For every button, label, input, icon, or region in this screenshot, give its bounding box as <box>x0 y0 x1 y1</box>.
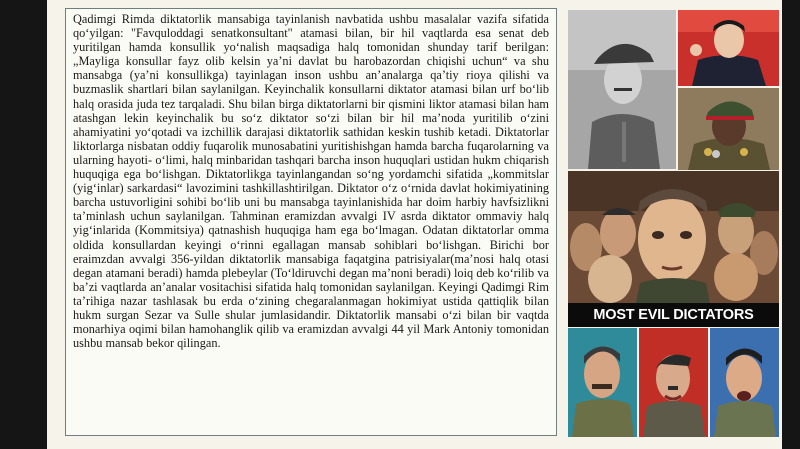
right-dark-bar <box>782 0 800 449</box>
portrait-photo-1 <box>568 10 676 169</box>
group-illustration <box>568 171 779 303</box>
left-dark-bar <box>0 0 47 449</box>
bottom-portrait-1 <box>568 328 637 437</box>
portrait-photo-2 <box>678 10 779 86</box>
bottom-portrait-3 <box>710 328 779 437</box>
portrait-photo-3 <box>678 88 779 170</box>
text-box <box>65 8 557 436</box>
bottom-portrait-2 <box>639 328 708 437</box>
banner-title: MOST EVIL DICTATORS <box>593 307 754 323</box>
body-paragraph: Qadimgi Rimda diktatorlik mansabiga tayinlanish navbatida ushbu masalalar vazifa sifatida qo‘yilgan: "Favquloddagi senatkonsultant" atamasi bilan, bir hil vaqtlarda esa senat deb yuritilgan hamda konsullik yo‘nalish maqsadiga halq tomonidan shunday tarif berilgan: „Mayliga konsullar fayz olib kelsin ya’ni davlat bu harobazordan chiqishi uchun“ va shu mansabga (ya’ni konsullikga) tayinlagan inson ushbu an’analarga qa’tiy rioya qilishi va buzmaslik shartlari bilan saylanilgan. Keyinchalik konsullarni diktator atamasi bilan urf bo‘lib halq orasida juda tez tarqaladi. Shu bilan birga diktatorlarni bir qismini liktor atamasi bilan ham atashgan lekin keyinchalik bu so‘z diktator so‘zi bilan bir hil ma’noda yuritilib o‘zini ahamiyatini yo‘qotadi va izchillik darajasi diktatorlik sathidan keskin tushib ketadi. Diktatorlar liktorlarga nisbatan oddiy fuqarolik munosabatini yuritishishgan hamda barcha fuqarolarning va ularning hayoti- o‘limi, halq minbaridan tashqari barcha inson huquqlari ustidan hukm chiqarish huquqiga ega bo‘lishgan. Diktatorlikga tayinlangandan so‘ng yordamchi sifatida „kommitslar (yig‘inlar) sarkardasi“ lavozimini tashkillashtirilgan. Diktator o‘z o‘rnida davlat hokimiyatining barcha ustuvorligini sohibi bo‘lib uni bu mansabga tayinlanishida har doim harbiy havfsizlikni ta’minlash uchun saylanilgan. Tahminan eramizdan avvalgi IV asrda diktator ommaviy halq yig‘inlarida (Kommitsiya) qatnashish huquqiga ham ega bo‘lmagan. Odatan diktatorlar omma oldida konsullardan keyingi o‘rinni egallagan mansab sohiblari bo‘lishgan. Birichi bor eraimzdan avvalgi 356-yildan diktatorlik mansabiga faqatgina patrisiyalar(ma’nosi halq otasi degan atamani beradi) hamda plebeylar (To‘ldiruvchi degan ma’noni beradi) loiq deb ko‘rilib va ba’zi vaqtlarda an’analar vositachisi sifatida halq tomonidan saylanilgan. Keyingi Qadimgi Rim ta’rihiga nazar tashlasak bu erda o‘zining chegaralanmagan hokimiyat ustida qattiqlik bilan hukm surgan Sezar va Sulle shular jumlasidandir. Diktatorlik mansabi o‘zi bilan bir vaqtda monarhiya oqimi bilan hamohanglik qilib va eramizdan avvalgi 44 yil Mark Antoniy tomonidan ushbu mansab bekor qilingan. <box>73 12 549 351</box>
dictators-collage <box>568 10 779 437</box>
collage-banner <box>568 303 779 327</box>
